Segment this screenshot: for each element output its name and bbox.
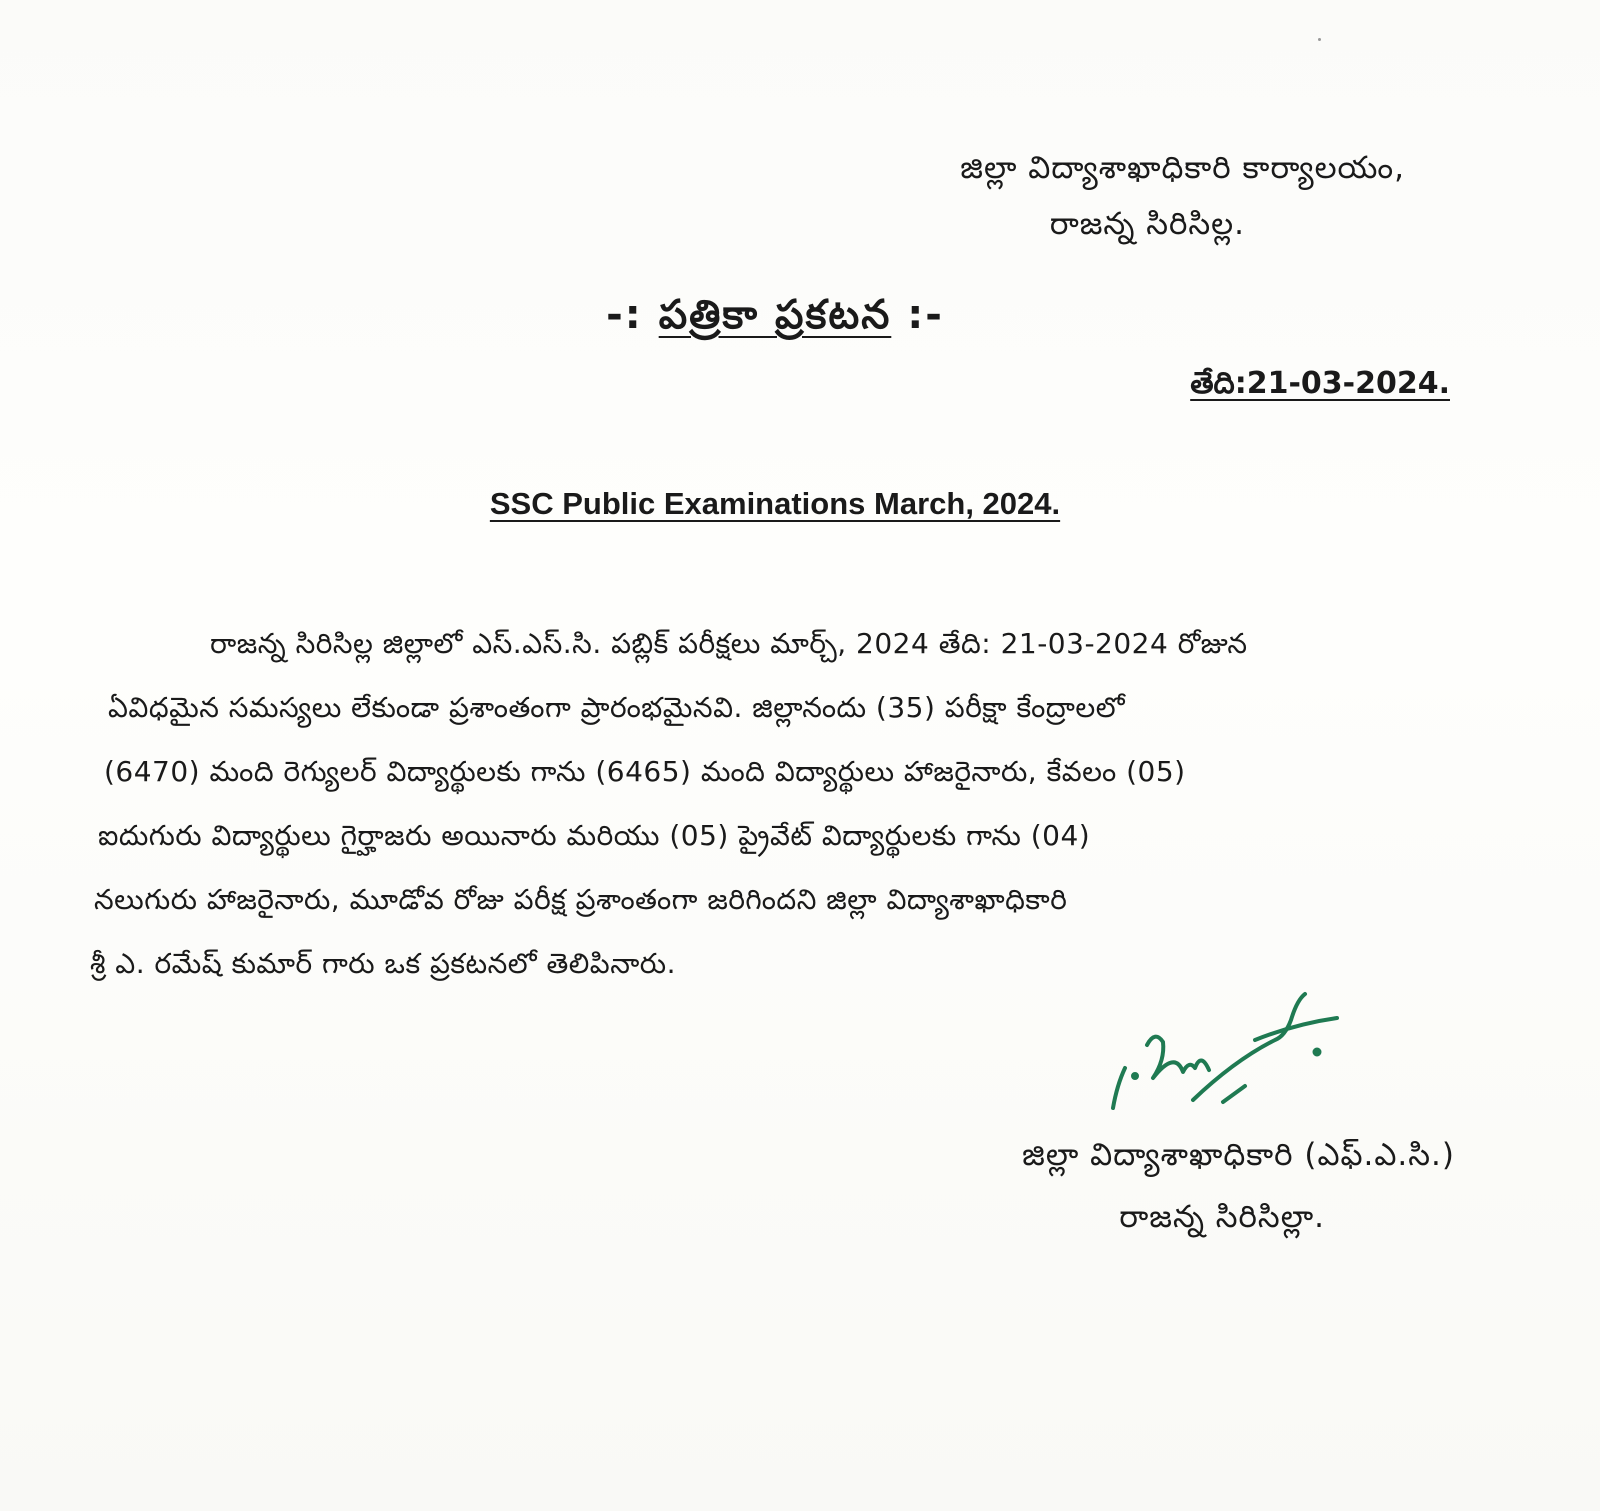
signatory-block — [1022, 1124, 1455, 1248]
press-release-date: తేది:21-03-2024. — [1190, 366, 1450, 401]
body-line: ఐదుగురు విద్యార్థులు గైర్హాజరు అయినారు మరియు (05) ప్రైవేట్ విద్యార్థులకు గాను (04) — [98, 819, 1091, 852]
heading-title: పత్రికా ప్రకటన — [658, 292, 892, 338]
office-address — [960, 140, 1405, 252]
office-location: రాజన్న సిరిసిల్ల. — [1049, 206, 1245, 242]
body-paragraph — [90, 612, 1450, 996]
subject-line: SSC Public Examinations March, 2024. — [489, 486, 1061, 521]
heading-suffix: :- — [907, 292, 944, 338]
body-line: (6470) మంది రెగ్యులర్ విద్యార్థులకు గాను (6465) మంది విద్యార్థులు హాజరైనారు, కేవలం (05) — [104, 755, 1186, 788]
signatory-title: జిల్లా విద్యాశాఖాధికారి (ఎఫ్.ఎ.సి.) — [1022, 1137, 1455, 1173]
body-line: ఏవిధమైన సమస్యలు లేకుండా ప్రశాంతంగా ప్రారంభమైనవి. జిల్లానందు (35) పరీక్షా కేంద్రాలలో — [108, 691, 1126, 724]
paper-speck — [1318, 38, 1321, 41]
body-line: శ్రీ ఎ. రమేష్ కుమార్ గారు ఒక ప్రకటనలో తెలిపినారు. — [90, 947, 676, 980]
signatory-location: రాజన్న సిరిసిల్లా. — [1119, 1199, 1325, 1235]
press-release-heading — [0, 292, 1550, 348]
handwritten-signature — [1105, 990, 1345, 1120]
heading-prefix: -: — [606, 292, 643, 338]
body-line: రాజన్న సిరిసిల్ల జిల్లాలో ఎస్.ఎస్.సి. పబ్లిక్ పరీక్షలు మార్చ్, 2024 తేది: 21-03-2024 రోజున — [210, 627, 1248, 660]
body-line: నలుగురు హాజరైనారు, మూడోవ రోజు పరీక్ష ప్రశాంతంగా జరిగిందని జిల్లా విద్యాశాఖాధికారి — [94, 883, 1068, 916]
office-name: జిల్లా విద్యాశాఖాధికారి కార్యాలయం, — [960, 150, 1405, 186]
